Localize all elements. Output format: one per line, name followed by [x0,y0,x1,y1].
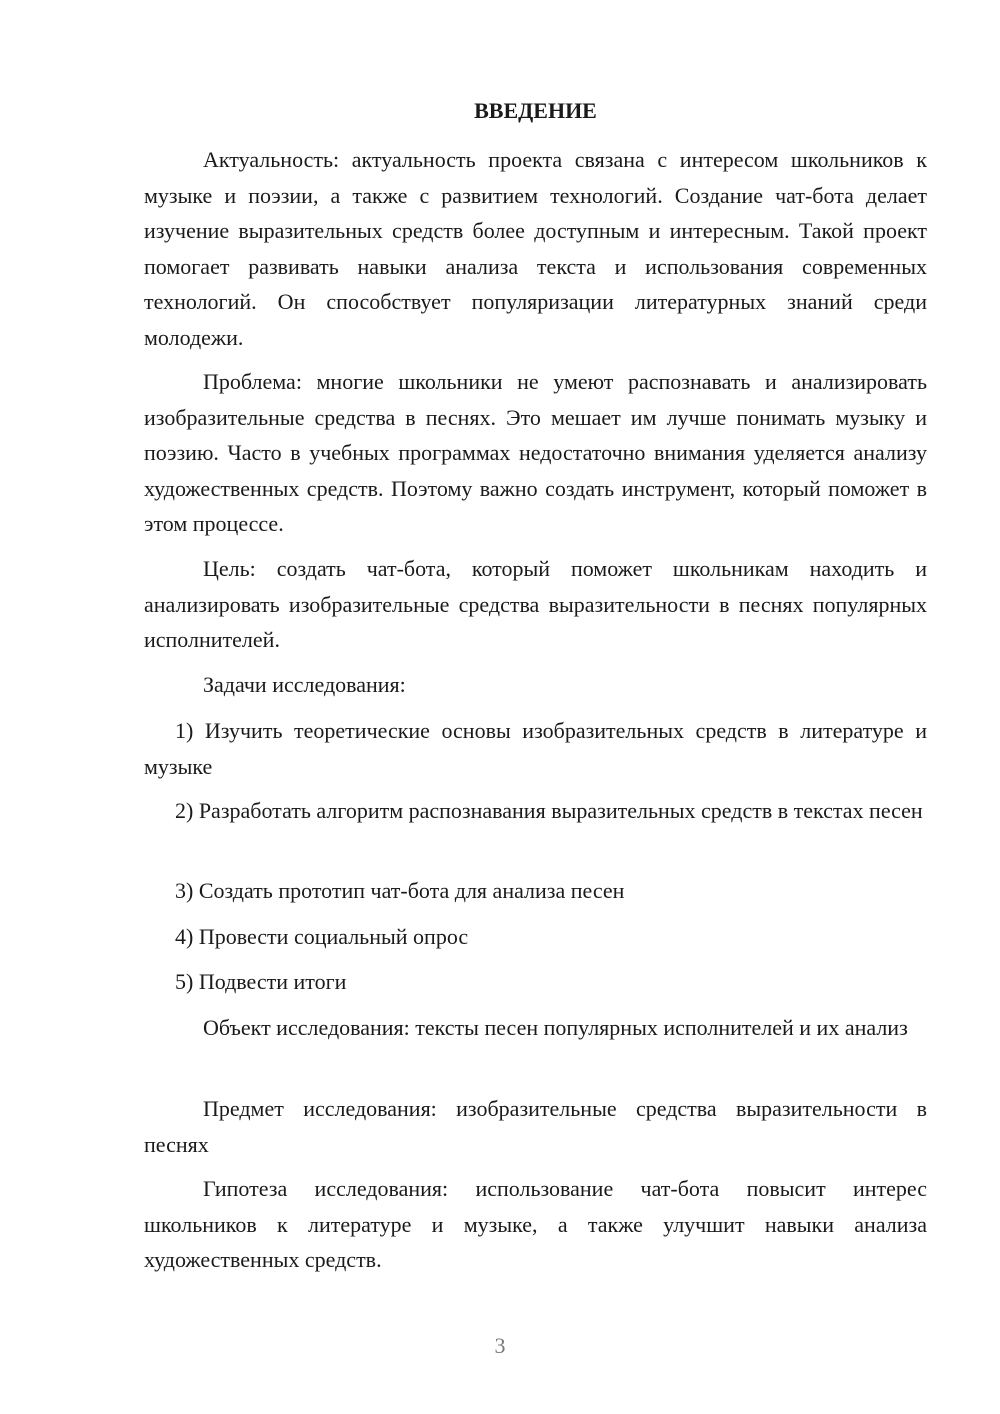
page-number: 3 [494,1333,506,1358]
tasks-title: Задачи исследования: [203,672,406,697]
task-item-2: 2) Разработать алгоритм распознавания выразительных средств в текстах песен [175,798,923,823]
task-item-3: 3) Создать прототип чат-бота для анализа песен [175,878,625,903]
subject-paragraph: Предмет исследования: изобразительные средства выразительности в песнях [144,1096,927,1157]
section-heading: ВВЕДЕНИЕ [474,98,597,123]
task-item-4: 4) Провести социальный опрос [175,924,469,949]
object-paragraph: Объект исследования: тексты песен популярных исполнителей и их анализ [203,1015,908,1040]
relevance-paragraph: Актуальность: актуальность проекта связана с интересом школьников к музыке и поэзии, а также с развитием технологий. Создание чат-бота делает изучение выразительных средств более доступным и интересным. Такой проект помогает развивать навыки анализа текста и использования современных технологий. Он способствует популяризации литературных знаний среди молодежи. [144,147,927,350]
task-item-5: 5) Подвести итоги [175,969,347,994]
task-item-1: 1) Изучить теоретические основы изобразительных средств в литературе и музыке [144,718,927,779]
hypothesis-paragraph: Гипотеза исследования: использование чат-бота повысит интерес школьников к литературе и музыке, а также улучшит навыки анализа художественных средств. [144,1176,927,1272]
problem-paragraph: Проблема: многие школьники не умеют распознавать и анализировать изобразительные средства в песнях. Это мешает им лучше понимать музыку и поэзию. Часто в учебных программах недостаточно внимания уделяется анализу художественных средств. Поэтому важно создать инструмент, который поможет в этом процессе. [144,369,927,536]
goal-paragraph: Цель: создать чат-бота, который поможет школьникам находить и анализировать изобразительные средства выразительности в песнях популярных исполнителей. [144,556,927,652]
